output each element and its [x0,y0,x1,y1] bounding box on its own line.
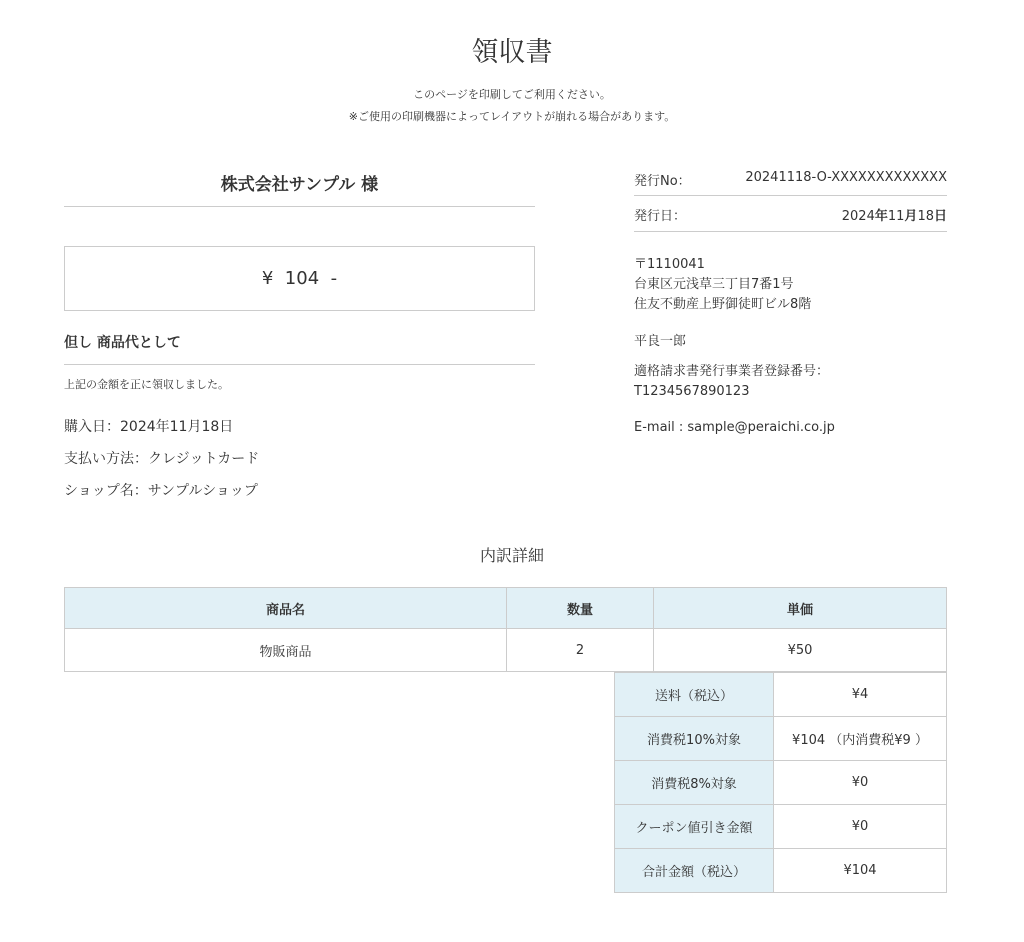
table-row [65,629,947,672]
proviso-divider [64,364,535,365]
layout-warning-note: ※ご使用の印刷機器によってレイアウトが崩れる場合があります。 [348,110,676,123]
summary-value: ¥0 [774,805,947,849]
postal-code: 〒1110041 [634,257,705,272]
shop-name: ショップ名：サンプルショップ [64,483,258,499]
summary-label: 消費税8%対象 [615,761,774,805]
summary-value: ¥4 [774,673,947,717]
issue-number-divider [634,195,947,196]
proviso-text: 但し 商品代として [64,335,181,351]
issue-number-row [634,170,947,189]
summary-row-total [615,849,947,893]
summary-value: ¥0 [774,761,947,805]
registration-number-block [634,362,829,402]
print-note: このページを印刷してご利用ください。 [413,88,611,101]
received-statement: 上記の金額を正に領収しました。 [64,378,229,391]
amount-value: ¥ 104 - [261,268,338,289]
cell-unit-price: ¥50 [654,629,947,672]
summary-row-coupon [615,805,947,849]
items-table [64,587,947,672]
issue-date-label: 発行日： [634,209,687,224]
issuer-email: E-mail : sample@peraichi.co.jp [634,420,835,435]
payment-method: 支払い方法：クレジットカード [64,451,260,467]
issue-number-value: 20241118-O-XXXXXXXXXXXXX [745,170,947,185]
customer-name: 株式会社サンプル 様 [220,175,379,195]
summary-label: 送料（税込） [615,673,774,717]
issuer-address [634,255,811,315]
page-title: 領収書 [471,37,553,68]
summary-row-tax8 [615,761,947,805]
purchase-date: 購入日：2024年11月18日 [64,419,234,435]
header-unit-price: 単価 [654,588,947,629]
issue-number-label: 発行No： [634,174,691,189]
customer-divider [64,206,535,207]
summary-row-shipping [615,673,947,717]
registration-number-value: T1234567890123 [634,384,750,399]
table-header-row [65,588,947,629]
summary-label: 合計金額（税込） [615,849,774,893]
header-product-name: 商品名 [65,588,507,629]
issue-date-row [634,205,947,224]
summary-table [614,672,947,893]
amount-box [64,246,535,311]
address-line-1: 台東区元浅草三丁目7番1号 [634,277,794,292]
address-line-2: 住友不動産上野御徒町ビル8階 [634,297,812,312]
summary-label: 消費税10%対象 [615,717,774,761]
registration-number-label: 適格請求書発行事業者登録番号： [634,364,830,379]
summary-value: ¥104 [774,849,947,893]
cell-quantity: 2 [507,629,654,672]
issue-date-divider [634,231,947,232]
header-quantity: 数量 [507,588,654,629]
cell-product-name: 物販商品 [65,629,507,672]
breakdown-title: 内訳詳細 [479,546,544,565]
summary-value: ¥104 （内消費税¥9 ） [774,717,947,761]
summary-label: クーポン値引き金額 [615,805,774,849]
summary-row-tax10 [615,717,947,761]
representative-name: 平良一郎 [634,334,687,349]
issue-date-value: 2024年11月18日 [841,209,947,224]
